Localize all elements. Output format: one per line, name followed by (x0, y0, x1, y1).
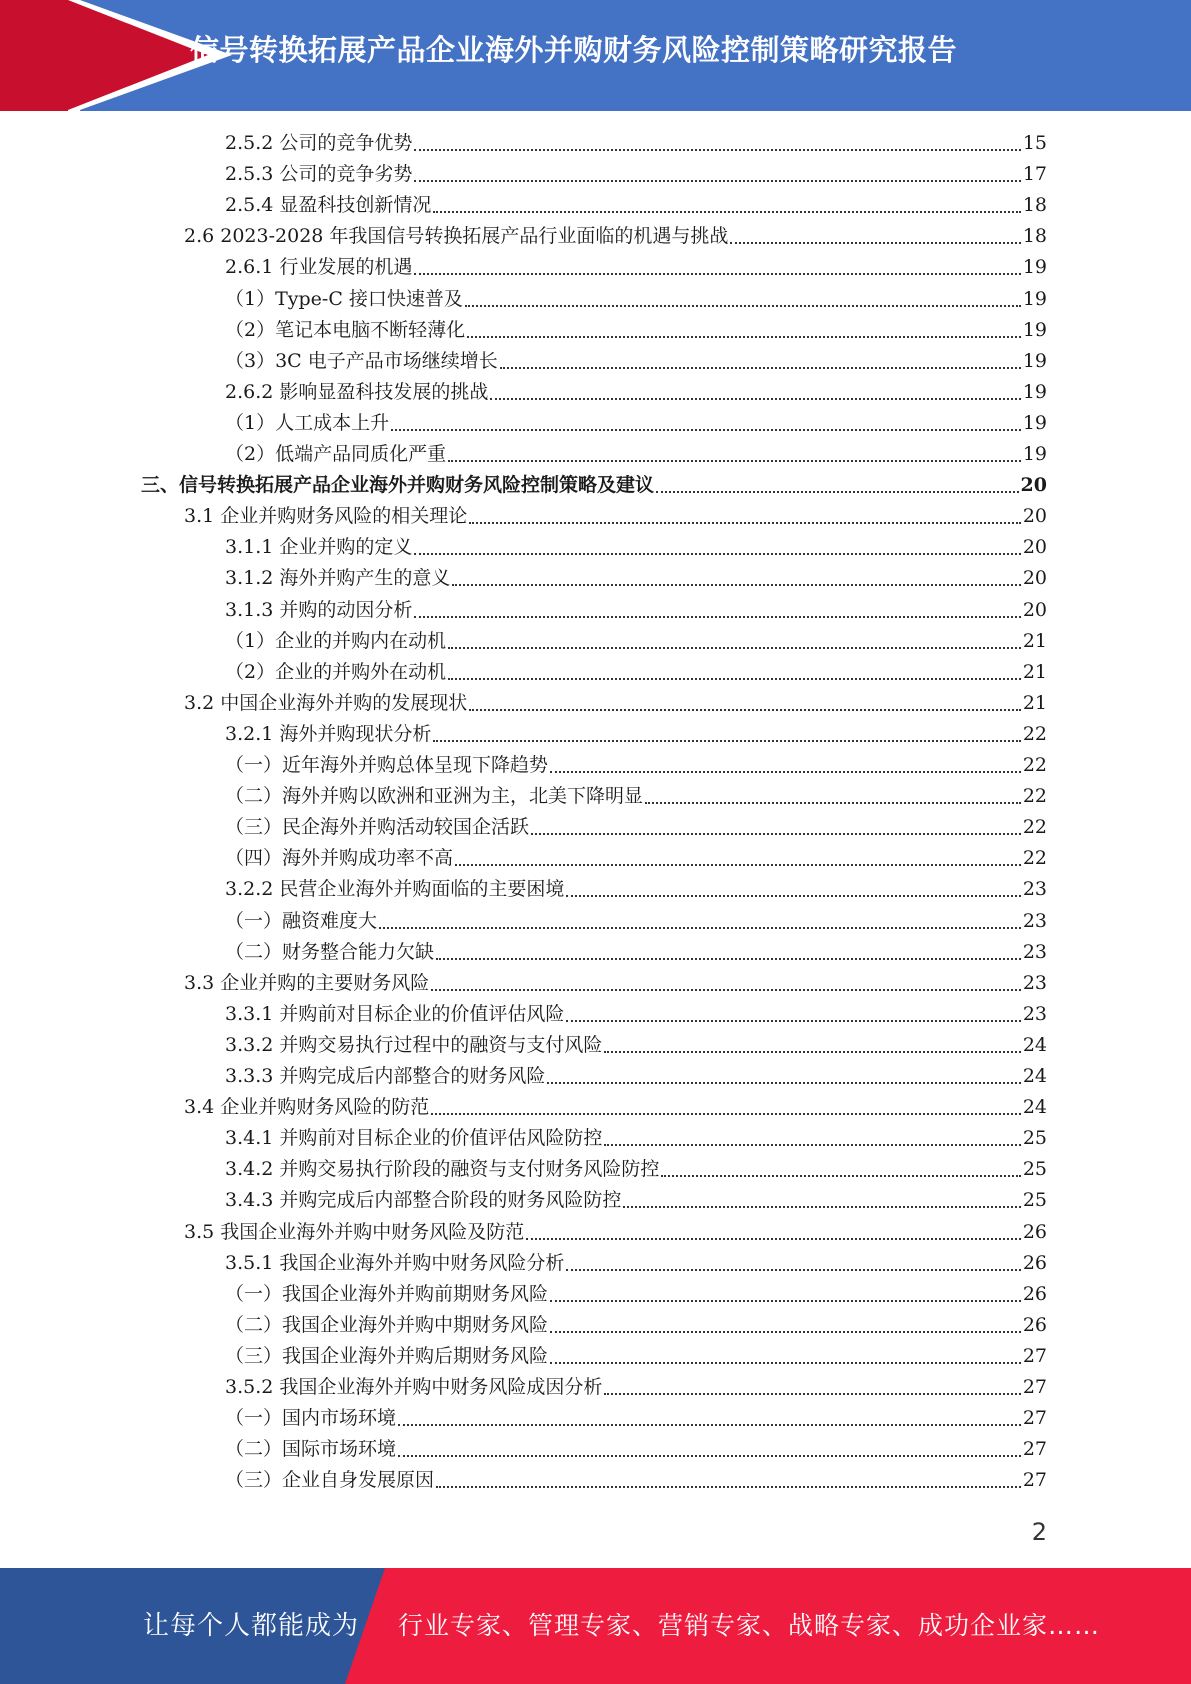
toc-entry-page: 25 (1022, 1158, 1047, 1181)
toc-dot-leader (379, 926, 1021, 929)
toc-entry-label: 3.4.3 并购完成后内部整合阶段的财务风险防控 (225, 1189, 622, 1212)
toc-dot-leader (414, 272, 1020, 275)
toc-entry-page: 19 (1022, 349, 1047, 372)
toc-dot-leader (661, 1174, 1020, 1177)
toc-entry-page: 27 (1022, 1469, 1047, 1492)
toc-entry-page: 19 (1022, 380, 1047, 403)
toc-entry-page: 24 (1022, 1065, 1047, 1087)
toc-entry[interactable] (225, 1030, 1047, 1061)
toc-entry-label: 3.3.1 并购前对目标企业的价值评估风险 (225, 1002, 565, 1025)
toc-dot-leader (414, 552, 1020, 555)
toc-entry-label: （2）低端产品同质化严重 (225, 443, 447, 465)
toc-entry[interactable] (225, 128, 1047, 159)
toc-entry-page: 20 (1022, 567, 1047, 590)
toc-dot-leader (448, 646, 1021, 649)
header-arrow-red-tip (68, 0, 208, 110)
toc-entry-page: 15 (1022, 132, 1047, 154)
toc-dot-leader (531, 832, 1021, 835)
toc-entry-page: 24 (1022, 1096, 1047, 1119)
toc-entry-label: 2.6.1 行业发展的机遇 (225, 256, 413, 279)
toc-dot-leader (414, 615, 1020, 618)
toc-entry-label: （1）企业的并购内在动机 (225, 629, 447, 652)
toc-entry-label: 3.1.3 并购的动因分析 (225, 598, 413, 621)
toc-entry-label: （二）国际市场环境 (225, 1438, 397, 1461)
toc-dot-leader (448, 677, 1021, 680)
toc-dot-leader (500, 366, 1021, 369)
toc-entry[interactable] (184, 501, 1047, 532)
toc-entry-label: （二）财务整合能力欠缺 (225, 940, 435, 963)
toc-entry-page: 22 (1022, 816, 1047, 839)
toc-dot-leader (465, 304, 1021, 307)
toc-dot-leader (433, 210, 1020, 213)
toc-entry[interactable] (225, 1248, 1047, 1279)
toc-entry[interactable] (225, 284, 1047, 315)
toc-entry-page: 19 (1022, 411, 1047, 434)
toc-entry-label: 3.5.1 我国企业海外并购中财务风险分析 (225, 1251, 565, 1274)
report-title: 信号转换拓展产品企业海外并购财务风险控制策略研究报告 (190, 33, 958, 67)
toc-dot-leader (656, 490, 1019, 493)
toc-entry[interactable] (225, 1279, 1047, 1310)
toc-dot-leader (730, 241, 1020, 244)
toc-entry-label: 3.4 企业并购财务风险的防范 (184, 1096, 430, 1119)
toc-entry-page: 22 (1022, 847, 1047, 870)
toc-entry-label: （一）国内市场环境 (225, 1407, 397, 1430)
toc-entry-page: 18 (1022, 225, 1047, 248)
toc-entry-label: 3.5 我国企业海外并购中财务风险及防范 (184, 1220, 525, 1243)
footer-slogan-left: 让每个人都能成为 (143, 1611, 360, 1641)
toc-entry-label: 3.2.1 海外并购现状分析 (225, 722, 432, 745)
toc-entry-label: 3.4.1 并购前对目标企业的价值评估风险防控 (225, 1127, 603, 1150)
toc-entry-label: （一）近年海外并购总体呈现下降趋势 (225, 754, 549, 776)
toc-entry-page: 20 (1022, 598, 1047, 621)
toc-entry[interactable] (225, 1403, 1047, 1434)
toc-entry-label: 2.6 2023-2028 年我国信号转换拓展产品行业面临的机遇与挑战 (184, 225, 729, 248)
toc-entry-label: （1）人工成本上升 (225, 411, 390, 434)
toc-dot-leader (455, 863, 1021, 866)
toc-entry[interactable] (225, 408, 1047, 439)
toc-entry-page: 26 (1022, 1220, 1047, 1243)
toc-entry-label: 3.1 企业并购财务风险的相关理论 (184, 505, 468, 528)
toc-entry-page: 24 (1022, 1033, 1047, 1056)
footer-banner (0, 1568, 1191, 1684)
toc-entry-page: 21 (1022, 691, 1047, 714)
toc-entry[interactable] (225, 626, 1047, 657)
toc-entry-label: （三）我国企业海外并购后期财务风险 (225, 1344, 549, 1367)
toc-entry[interactable] (225, 657, 1047, 688)
toc-entry[interactable] (225, 159, 1047, 190)
toc-entry-label: 3.3.2 并购交易执行过程中的融资与支付风险 (225, 1033, 603, 1056)
toc-entry-label: （1）Type-C 接口快速普及 (225, 287, 463, 310)
toc-entry-page: 22 (1022, 785, 1047, 808)
toc-entry-page: 23 (1022, 1002, 1047, 1025)
toc-entry[interactable] (225, 843, 1047, 874)
toc-entry[interactable] (184, 221, 1047, 252)
toc-entry[interactable] (225, 1061, 1047, 1092)
toc-entry[interactable] (225, 190, 1047, 221)
toc-entry-label: 2.6.2 影响显盈科技发展的挑战 (225, 380, 489, 403)
toc-entry[interactable] (225, 252, 1047, 283)
toc-entry-page: 23 (1022, 909, 1047, 932)
toc-entry-label: 2.5.2 公司的竞争优势 (225, 132, 413, 154)
toc-entry[interactable] (225, 999, 1047, 1030)
toc-entry-page: 26 (1022, 1313, 1047, 1336)
toc-dot-leader (414, 179, 1020, 182)
toc-entry-label: （三）企业自身发展原因 (225, 1469, 435, 1492)
toc-entry[interactable] (225, 1434, 1047, 1465)
toc-entry-page: 19 (1022, 287, 1047, 310)
toc-entry[interactable] (225, 1123, 1047, 1154)
toc-entry-page: 20 (1022, 536, 1047, 559)
toc-entry[interactable] (225, 719, 1047, 750)
toc-dot-leader (469, 521, 1021, 524)
toc-entry[interactable] (225, 595, 1047, 626)
toc-dot-leader (566, 1268, 1020, 1271)
toc-entry-label: 三、信号转换拓展产品企业海外并购财务风险控制策略及建议 (141, 474, 655, 497)
toc-entry-page: 20 (1020, 474, 1047, 497)
toc-entry[interactable] (184, 968, 1047, 999)
toc-dot-leader (452, 583, 1020, 586)
toc-dot-leader (623, 1205, 1020, 1208)
toc-entry-page: 19 (1022, 318, 1047, 341)
toc-entry-label: 3.4.2 并购交易执行阶段的融资与支付财务风险防控 (225, 1158, 660, 1181)
toc-entry-page: 19 (1022, 443, 1047, 465)
toc-entry[interactable] (225, 439, 1047, 470)
toc-entry-page: 17 (1022, 163, 1047, 186)
toc-entry-page: 27 (1022, 1376, 1047, 1398)
toc-entry-page: 22 (1022, 722, 1047, 745)
toc-entry[interactable] (225, 874, 1047, 905)
toc-entry-label: 3.1.1 企业并购的定义 (225, 536, 413, 559)
toc-entry-page: 21 (1022, 629, 1047, 652)
toc-entry-label: （三）民企海外并购活动较国企活跃 (225, 816, 530, 839)
toc-entry[interactable] (225, 1310, 1047, 1341)
toc-dot-leader (467, 335, 1021, 338)
toc-entry[interactable] (184, 1092, 1047, 1123)
toc-dot-leader (398, 1454, 1021, 1457)
toc-entry-page: 25 (1022, 1189, 1047, 1212)
toc-entry[interactable] (225, 1154, 1047, 1185)
toc-entry-page: 25 (1022, 1127, 1047, 1150)
toc-entry-label: 2.5.4 显盈科技创新情况 (225, 194, 432, 217)
toc-dot-leader (604, 1050, 1020, 1053)
toc-entry-page: 19 (1022, 256, 1047, 279)
toc-entry[interactable] (225, 346, 1047, 377)
toc-entry-page: 23 (1022, 940, 1047, 963)
toc-entry-label: （3）3C 电子产品市场继续增长 (225, 349, 498, 372)
footer-slogan-right: 行业专家、管理专家、营销专家、战略专家、成功企业家…… (398, 1611, 1101, 1640)
toc-entry-label: （2）笔记本电脑不断轻薄化 (225, 318, 466, 341)
toc-entry-page: 18 (1022, 194, 1047, 217)
toc-entry[interactable] (225, 563, 1047, 594)
toc-entry[interactable] (225, 1465, 1047, 1496)
toc-entry[interactable] (225, 1341, 1047, 1372)
toc-entry[interactable] (225, 937, 1047, 968)
toc-entry-label: 3.2.2 民营企业海外并购面临的主要困境 (225, 878, 565, 901)
toc-entry-page: 27 (1022, 1407, 1047, 1430)
toc-entry-page: 22 (1022, 754, 1047, 776)
toc-entry-page: 27 (1022, 1438, 1047, 1461)
toc-entry[interactable] (225, 906, 1047, 937)
toc-entry-label: （二）我国企业海外并购中期财务风险 (225, 1313, 549, 1336)
toc-dot-leader (547, 1081, 1020, 1084)
toc-dot-leader (431, 1112, 1021, 1115)
toc-dot-leader (550, 1299, 1021, 1302)
toc-dot-leader (391, 428, 1021, 431)
toc-entry[interactable] (225, 750, 1047, 781)
toc-dot-leader (566, 1019, 1020, 1022)
toc-entry[interactable] (225, 377, 1047, 408)
toc-entry[interactable] (225, 781, 1047, 812)
toc-entry-label: 3.2 中国企业海外并购的发展现状 (184, 691, 468, 714)
page-number: 2 (1031, 1518, 1047, 1546)
toc-dot-leader (490, 397, 1020, 400)
toc-dot-leader (550, 1361, 1021, 1364)
toc-entry[interactable] (141, 470, 1047, 501)
toc-entry-label: （四）海外并购成功率不高 (225, 847, 454, 870)
toc-entry[interactable] (225, 315, 1047, 346)
toc-entry-page: 27 (1022, 1344, 1047, 1367)
toc-dot-leader (436, 957, 1021, 960)
toc-entry-page: 23 (1022, 971, 1047, 994)
toc-dot-leader (469, 708, 1021, 711)
toc-dot-leader (398, 1423, 1021, 1426)
toc-entry[interactable] (184, 1217, 1047, 1248)
toc-dot-leader (550, 770, 1021, 773)
toc-dot-leader (431, 988, 1021, 991)
toc-entry-page: 21 (1022, 660, 1047, 683)
toc-dot-leader (414, 148, 1020, 151)
toc-entry-label: （2）企业的并购外在动机 (225, 660, 447, 683)
toc-entry-page: 26 (1022, 1251, 1047, 1274)
toc-entry[interactable] (225, 1372, 1047, 1403)
toc-dot-leader (436, 1485, 1021, 1488)
toc-entry-label: （二）海外并购以欧洲和亚洲为主，北美下降明显 (225, 785, 644, 808)
header-banner (0, 0, 1191, 111)
header-arrow-red (0, 0, 68, 111)
toc-entry-label: （一）融资难度大 (225, 909, 378, 932)
toc-entry[interactable] (225, 812, 1047, 843)
toc-entry[interactable] (225, 532, 1047, 563)
toc-entry-label: 3.3.3 并购完成后内部整合的财务风险 (225, 1065, 546, 1087)
toc-dot-leader (433, 739, 1020, 742)
toc-entry-page: 26 (1022, 1282, 1047, 1305)
toc-entry-label: 3.5.2 我国企业海外并购中财务风险成因分析 (225, 1376, 603, 1398)
toc-entry-label: 3.3 企业并购的主要财务风险 (184, 971, 430, 994)
toc-entry-label: 3.1.2 海外并购产生的意义 (225, 567, 451, 590)
toc-entry[interactable] (225, 1185, 1047, 1216)
toc-entry-page: 23 (1022, 878, 1047, 901)
toc-dot-leader (604, 1392, 1020, 1395)
toc-dot-leader (645, 801, 1021, 804)
toc-entry-page: 20 (1022, 505, 1047, 528)
toc-dot-leader (550, 1330, 1021, 1333)
toc-dot-leader (526, 1237, 1021, 1240)
toc-entry[interactable] (184, 688, 1047, 719)
toc-dot-leader (448, 459, 1021, 462)
toc-entry-label: 2.5.3 公司的竞争劣势 (225, 163, 413, 186)
toc-dot-leader (604, 1143, 1020, 1146)
toc-entry-label: （一）我国企业海外并购前期财务风险 (225, 1282, 549, 1305)
toc-dot-leader (566, 894, 1020, 897)
